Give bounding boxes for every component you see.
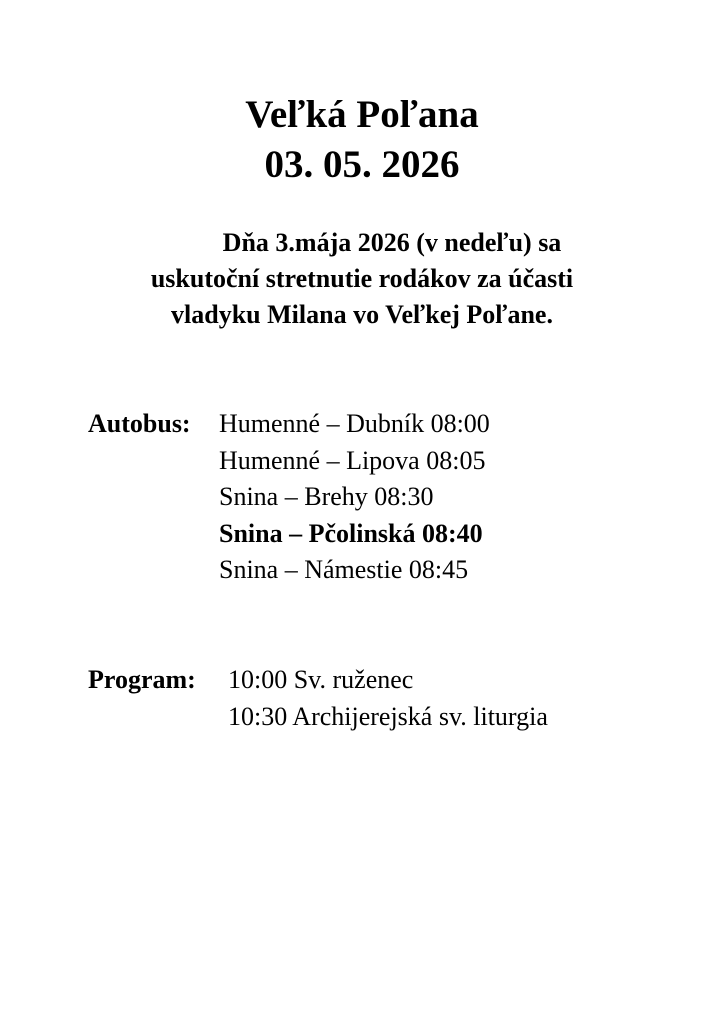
bus-stop: Snina – Brehy 08:30 <box>219 482 434 511</box>
intro-line: Dňa 3.mája 2026 (v nedeľu) sa <box>222 228 562 257</box>
program-item: 10:30 Archijerejská sv. liturgia <box>228 701 548 731</box>
intro-line: vladyku Milana vo Veľkej Poľane. <box>171 300 553 329</box>
bus-stop: Humenné – Lipova 08:05 <box>219 445 486 475</box>
program-item: 10:00 Sv. ruženec <box>228 665 414 694</box>
intro-line: uskutoční stretnutie rodákov za účasti <box>150 264 574 293</box>
bus-label: Autobus: <box>88 409 191 438</box>
intro-paragraph <box>0 225 724 333</box>
event-date-title: 03. 05. 2026 <box>264 143 460 186</box>
bus-stop: Snina – Námestie 08:45 <box>219 555 469 584</box>
program-label: Program: <box>88 665 196 694</box>
bus-stop: Humenné – Dubník 08:00 <box>219 409 490 438</box>
bus-stop-list <box>219 406 490 589</box>
program-item-list <box>228 662 548 735</box>
event-place-title: Veľká Poľana <box>245 93 479 136</box>
bus-stop-highlighted: Snina – Pčolinská 08:40 <box>219 518 483 548</box>
